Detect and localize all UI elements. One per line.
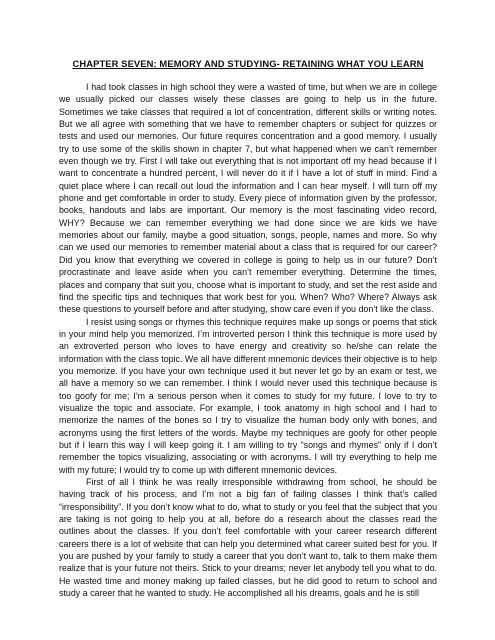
paragraph-2: I resist using songs or rhymes this technique requires make up songs or poems that stick in your mind help you memorized. I’m introverted person I think this technique is more used by an extroverted person who loves to have energy and creativity so he/she can relate the information with the class topic. We all have different mnemonic devices their objective is to help you memorize. If you have your own technique used it but never let go by an exam or test, we all have a memory so we can remember. I think I would never used this technique because is too goofy for me; I’m a serious person when it comes to study for my future. I love to try to visualize the topic and associate. For example, I took anatomy in high school and I had to memorize the names of the bones so I try to visualize the human body only with bones, and acronyms using the first letters of the words. Maybe my techniques are goofy for other people but if I learn this way I will keep going it. I am willing to try “songs and rhymes” only if I don’t remember the topics visualizing, associating or with acronyms. I will try everything to help me with my future; I would try to come up with different mnemonic devices.	[59, 316, 437, 475]
document-page	[59, 58, 437, 599]
chapter-title: CHAPTER SEVEN: MEMORY AND STUDYING- RETAINING WHAT YOU LEARN	[72, 58, 424, 69]
paragraph-3: First of all I think he was really irresponsible withdrawing from school, he should be having track of his process, and I’m not a big fan of failing classes I think that’s called “irresponsibility”. If you don’t know what to do, what to study or you feel that the subject that you are taking is not going to help you at all, before do a research about the classes read the outlines about the classes. If you don’t feel comfortable with your career research different careers there is a lot of website that can help you determined what career suited best for you. If you are pushed by your family to study a career that you don’t want to, talk to them make them realize that is your future not theirs. Stick to your dreams; never let anybody tell you what to do. He wasted time and money making up failed classes, but he did good to return to school and study a career that he wanted to study. He accomplished all his dreams, goals and he is still	[59, 477, 437, 599]
paragraph-1: I had took classes in high school they were a wasted of time, but when we are in college we usually picked our classes wisely these classes are going to help us in the future. Sometimes we take classes that required a lot of concentration, different skills or writing notes. But we all agree with something that we have to remember chapters or subject for quizzes or tests and used our memories. Our future requires concentration and a good memory. I usually try to use some of the skills shown in chapter 7, but what happened when we can’t remember even though we try. First I will take out everything that is not important off my head because if I want to concentrate a hundred percent, I will never do it if I have a lot of stuff in mind. Find a quiet place where I can recall out loud the information and I can hear myself. I will turn off my phone and get comfortable in order to study. Every piece of information given by the professor, books, handouts and labs are important. Our memory is the most fascinating video record, WHY? Because we can remember everything we had done since we are kids we have memories about our family, maybe a good situation, songs, people, names and more. So why can we used our memories to remember material about a class that is required for our career? Did you know that everything we covered in college is going to help us in our future? Don’t procrastinate and leave aside when you can’t remember everything. Determine the times, places and company that suit you, choose what is important to study, and set the rest aside and find the specific tips and techniques that work best for you. When? Who? Where? Always ask these questions to yourself before and after studying, show care even if you don’t like the class.	[59, 82, 437, 315]
